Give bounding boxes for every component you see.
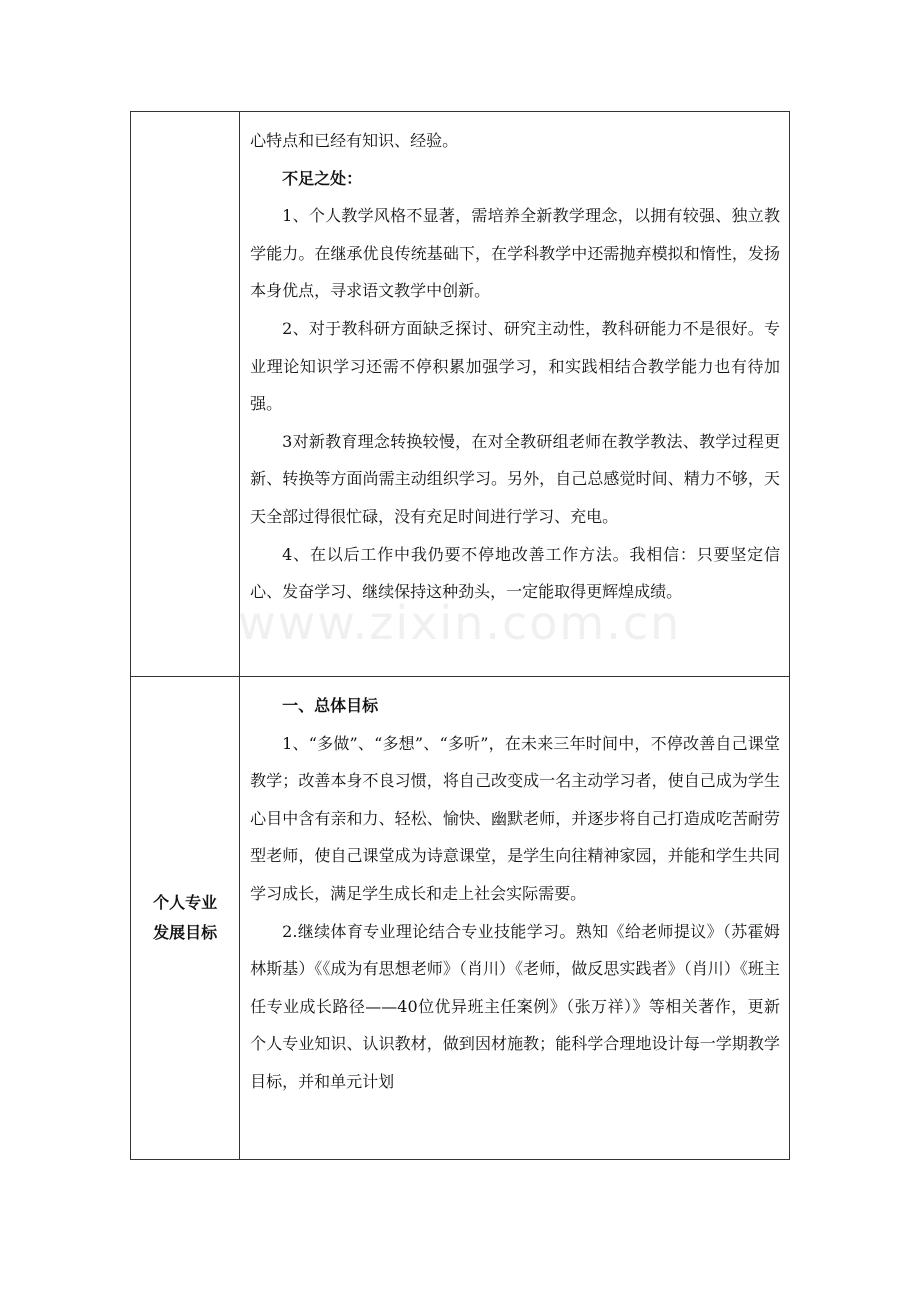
- section-heading: 一、总体目标: [282, 696, 379, 715]
- row-content-cell: [240, 112, 790, 677]
- section-heading: 不足之处：: [282, 168, 363, 188]
- row-label-line: 发展目标: [153, 923, 218, 942]
- paragraph: 心特点和已经有知识、经验。: [250, 131, 459, 150]
- paragraph: 1、个人教学风格不显著，需培养全新教学理念，以拥有较强、独立教学能力。在继承优良传统基础下，在学科教学中还需抛弃模拟和惰性，发扬本身优点，寻求语文教学中创新。: [250, 206, 780, 301]
- watermark: www.zixin.com.cn: [238, 596, 682, 650]
- paragraph: 3对新教育理念转换较慢，在对全教研组老师在教学教法、教学过程更新、转换等方面尚需主动组织学习。另外，自己总感觉时间、精力不够，天天全部过得很忙碌，没有充足时间进行学习、充电。: [250, 431, 780, 526]
- paragraph: 1、“多做”、“多想”、“多听”，在未来三年时间中，不停改善自己课堂教学；改善本身不良习惯，将自己改变成一名主动学习者，使自己成为学生心目中含有亲和力、轻松、愉快、幽默老师，并逐步将自己打造成吃苦耐劳型老师，使自己课堂成为诗意课堂，是学生向往精神家园，并能和学生共同学习成长，满足学生成长和走上社会实际需要。: [250, 733, 780, 903]
- table-row: [131, 112, 790, 677]
- table-row: [131, 677, 790, 1160]
- row-label-cell: [131, 677, 240, 1160]
- paragraph: 4、在以后工作中我仍要不停地改善工作方法。我相信：只要坚定信心、发奋学习、继续保持这种劲头，一定能取得更辉煌成绩。: [250, 544, 780, 602]
- row-label-line: 个人专业: [153, 893, 218, 912]
- paragraph: 2.继续体育专业理论结合专业技能学习。熟知《给老师提议》（苏霍姆林斯基）《《成为有思想老师》（肖川）《老师，做反思实践者》（肖川）《班主任专业成长路径——40位优异班主任案例》（张万祥）》等相关著作，更新个人专业知识、认识教材，做到因材施教；能科学合理地设计每一学期教学目标，并和单元计划: [250, 921, 780, 1091]
- row-content-cell: [240, 677, 790, 1160]
- plan-table: [130, 111, 790, 1160]
- paragraph: 2、对于教科研方面缺乏探讨、研究主动性，教科研能力不是很好。专业理论知识学习还需不停积累加强学习，和实践相结合教学能力也有待加强。: [250, 318, 780, 414]
- row-label-cell: [131, 112, 240, 677]
